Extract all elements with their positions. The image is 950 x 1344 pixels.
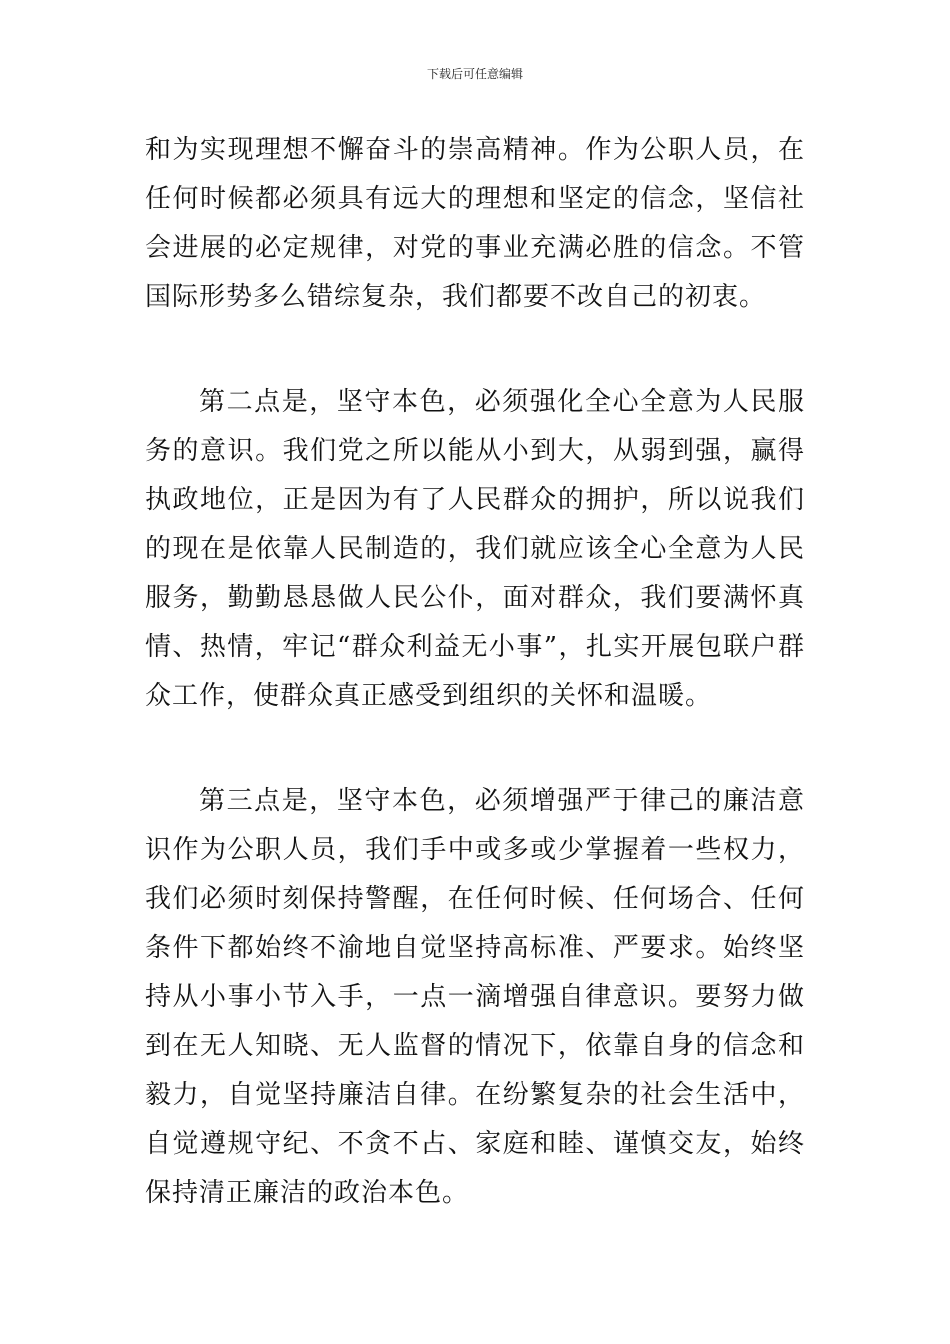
paragraph-3: 第三点是，坚守本色，必须增强严于律己的廉洁意识作为公职人员，我们手中或多或少掌握着一些权力，我们必须时刻保持警醒，在任何时候、任何场合、任何条件下都始终不渝地自觉坚持高标准、严要求。始终坚持从小事小节入手，一点一滴增强自律意识。要努力做到在无人知晓、无人监督的情况下，依靠自身的信念和毅力，自觉坚持廉洁自律。在纷繁复杂的社会生活中，自觉遵规守纪、不贪不占、家庭和睦、谨慎交友，始终保持清正廉洁的政治本色。 xyxy=(145,786,805,1208)
document-body xyxy=(145,126,805,1218)
paragraph-1: 和为实现理想不懈奋斗的崇高精神。作为公职人员，在任何时候都必须具有远大的理想和坚定的信念，坚信社会进展的必定规律，对党的事业充满必胜的信念。不管国际形势多么错综复杂，我们都要不改自己的初衷。 xyxy=(145,135,805,312)
paragraph-2: 第二点是，坚守本色，必须强化全心全意为人民服务的意识。我们党之所以能从小到大，从弱到强，赢得执政地位，正是因为有了人民群众的拥护，所以说我们的现在是依靠人民制造的，我们就应该全心全意为人民服务，勤勤恳恳做人民公仆，面对群众，我们要满怀真情、热情，牢记“群众利益无小事”，扎实开展包联户群众工作，使群众真正感受到组织的关怀和温暖。 xyxy=(145,387,805,711)
page-header: 下载后可任意编辑 xyxy=(426,67,523,81)
